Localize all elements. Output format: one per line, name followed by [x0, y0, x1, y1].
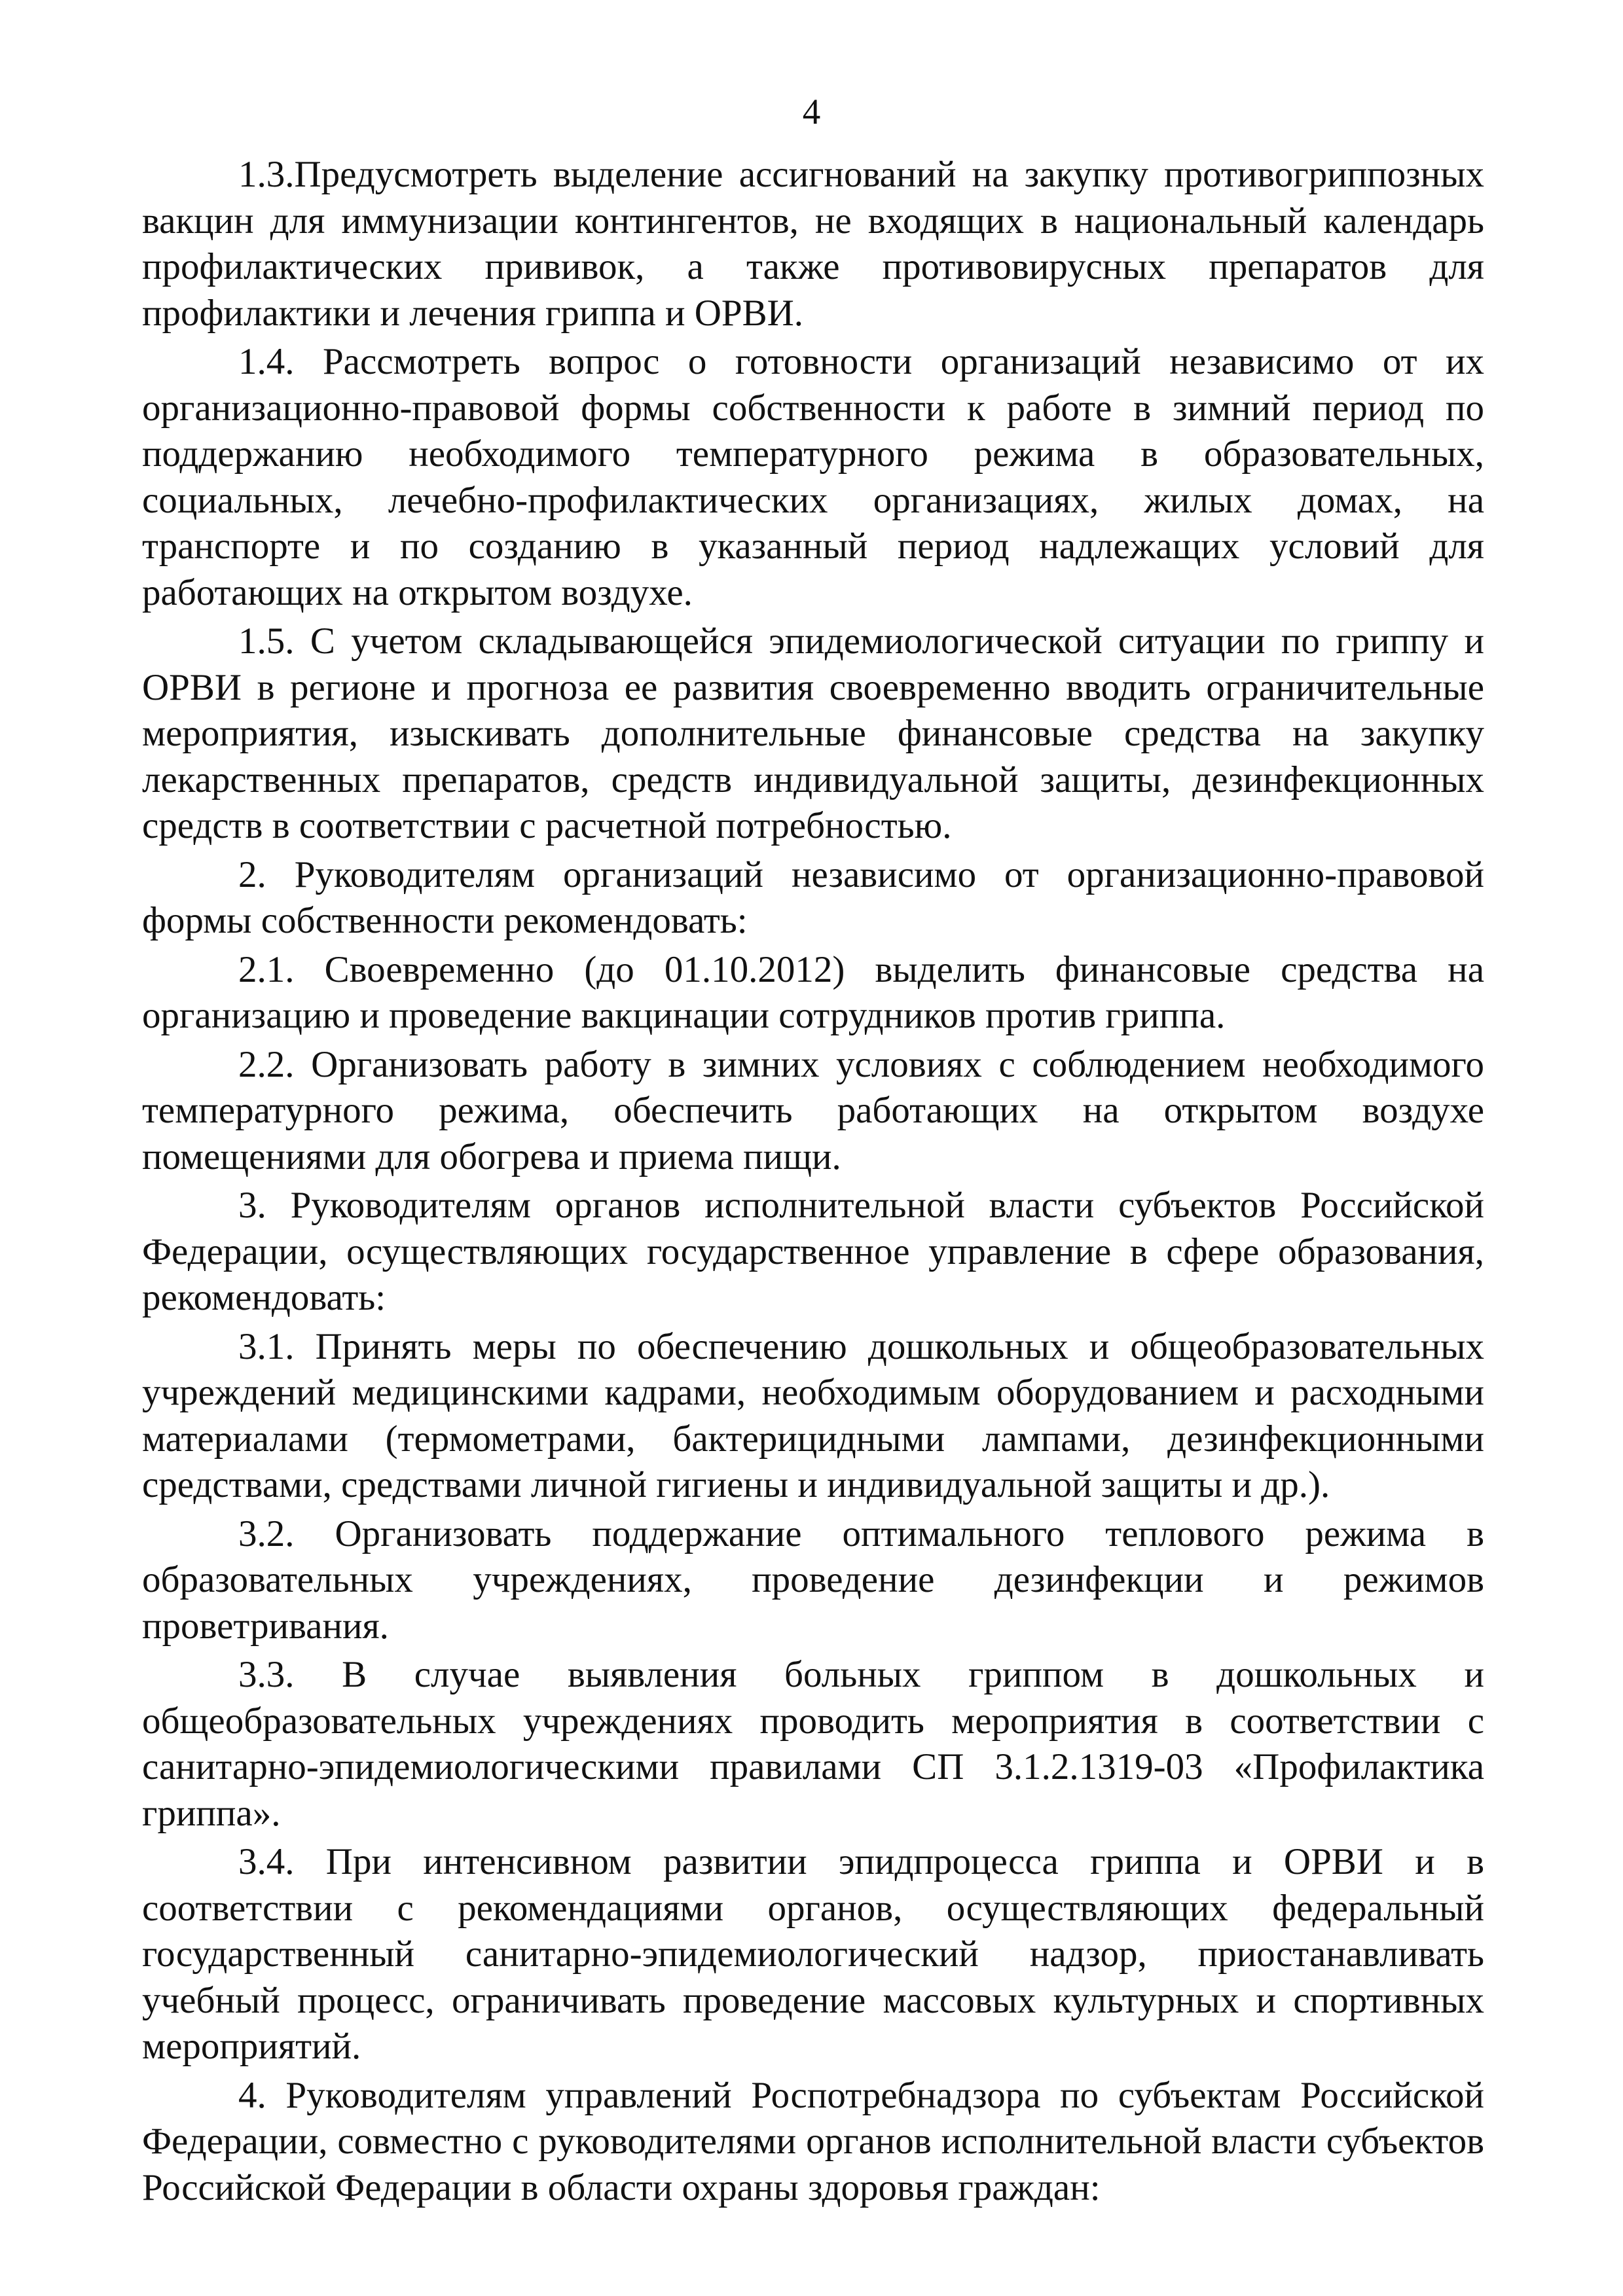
- paragraph-1-4: 1.4. Рассмотреть вопрос о готовности организаций независимо от их организационно-правовой формы собственности к работе в зимний период по поддержанию необходимого температурного режима в образовательных, социальных, лечебно-профилактических организациях, жилых домах, на транспорте и по созданию в указанный период надлежащих условий для работающих на открытом воздухе.: [142, 341, 1484, 613]
- paragraph-1-3: 1.3.Предусмотреть выделение ассигнований на закупку противогриппозных вакцин для иммунизации контингентов, не входящих в национальный календарь профилактических прививок, а также противовирусных препаратов для профилактики и лечения гриппа и ОРВИ.: [142, 154, 1484, 334]
- page-number: 4: [802, 92, 821, 132]
- paragraph-1-5: 1.5. С учетом складывающейся эпидемиологической ситуации по гриппу и ОРВИ в регионе и прогноза ее развития своевременно вводить ограничительные мероприятия, изыскивать дополнительные финансовые средства на закупку лекарственных препаратов, средств индивидуальной защиты, дезинфекционных средств в соответствии с расчетной потребностью.: [142, 620, 1484, 846]
- paragraph-3-2: 3.2. Организовать поддержание оптимального теплового режима в образовательных учреждениях, проведение дезинфекции и режимов проветривания.: [142, 1513, 1484, 1647]
- paragraph-3-4: 3.4. При интенсивном развитии эпидпроцесса гриппа и ОРВИ и в соответствии с рекомендациями органов, осуществляющих федеральный государственный санитарно-эпидемиологический надзор, приостанавливать учебный процесс, ограничивать проведение массовых культурных и спортивных мероприятий.: [142, 1841, 1484, 2067]
- paragraph-3-3: 3.3. В случае выявления больных гриппом в дошкольных и общеобразовательных учреждениях проводить мероприятия в соответствии с санитарно-эпидемиологическими правилами СП 3.1.2.1319-03 «Профилактика гриппа».: [142, 1654, 1484, 1834]
- paragraph-2-1: 2.1. Своевременно (до 01.10.2012) выделить финансовые средства на организацию и проведение вакцинации сотрудников против гриппа.: [142, 948, 1484, 1036]
- paragraph-4: 4. Руководителям управлений Роспотребнадзора по субъектам Российской Федерации, совместно с руководителями органов исполнительной власти субъектов Российской Федерации в области охраны здоровья граждан:: [142, 2074, 1484, 2208]
- paragraph-3: 3. Руководителям органов исполнительной власти субъектов Российской Федерации, осуществляющих государственное управление в сфере образования, рекомендовать:: [142, 1185, 1484, 1318]
- paragraph-2-2: 2.2. Организовать работу в зимних условиях с соблюдением необходимого температурного режима, обеспечить работающих на открытом воздухе помещениями для обогрева и приема пищи.: [142, 1043, 1484, 1177]
- paragraph-3-1: 3.1. Принять меры по обеспечению дошкольных и общеобразовательных учреждений медицинскими кадрами, необходимым оборудованием и расходными материалами (термометрами, бактерицидными лампами, дезинфекционными средствами, средствами личной гигиены и индивидуальной защиты и др.).: [142, 1325, 1484, 1505]
- paragraph-2: 2. Руководителям организаций независимо от организационно-правовой формы собственности рекомендовать:: [142, 853, 1484, 941]
- document-body: [142, 152, 1484, 2214]
